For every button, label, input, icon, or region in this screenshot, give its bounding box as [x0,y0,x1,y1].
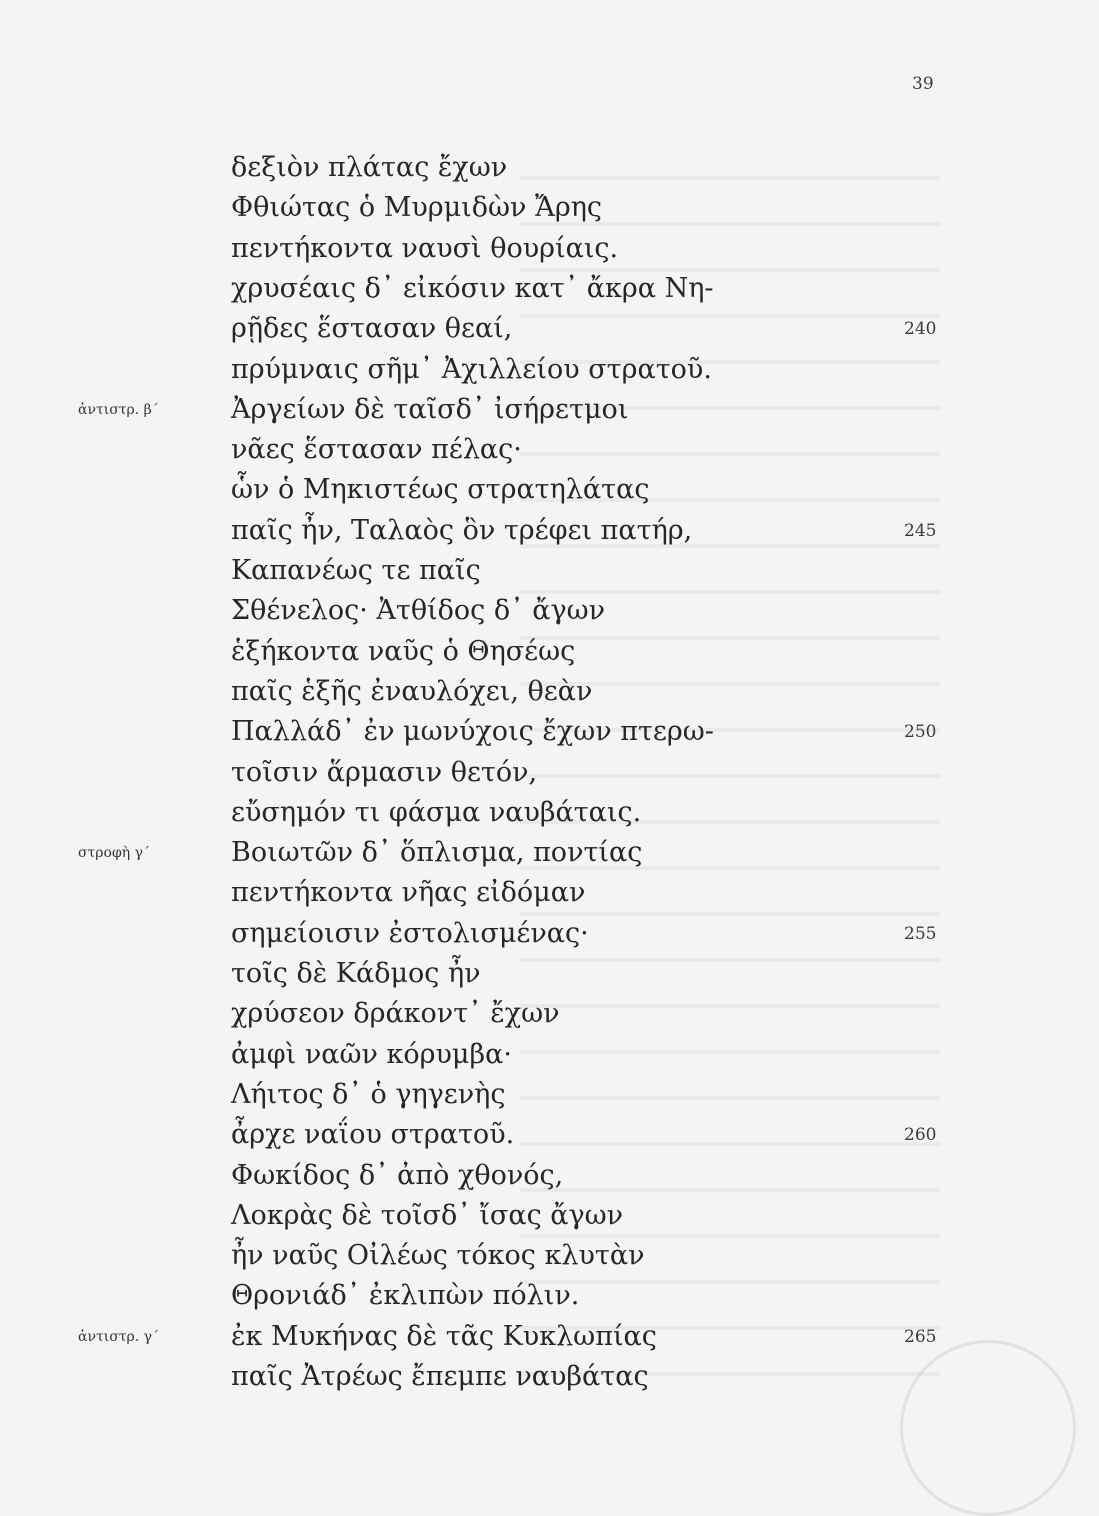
verse-text: πεντήκοντα νῆας εἰδόμαν [231,877,586,909]
verse-line [0,513,1099,553]
verse-text: Ἀργείων δὲ ταῖσδ᾽ ἰσήρετμοι [231,393,629,425]
strophe-marker: ἀντιστρ. γ´ [78,1328,159,1345]
verse-text: ἦν ναῦς Οἰλέως τόκος κλυτὰν [231,1240,645,1272]
verse-text: ρῇδες ἕστασαν θεαί, [231,313,513,345]
verse-line [0,392,1099,432]
verse-line [0,593,1099,633]
verse-line [0,231,1099,271]
strophe-marker: ἀντιστρ. β´ [78,401,159,418]
verse-line [0,996,1099,1036]
verse-text: νᾶες ἕστασαν πέλας· [231,434,522,466]
verse-text: χρύσεον δράκοντ᾽ ἔχων [231,998,560,1030]
verse-text: Σθένελος· Ἀτθίδος δ᾽ ἄγων [231,595,606,627]
verse-line [0,432,1099,472]
line-number: 265 [904,1326,937,1347]
verse-line [0,875,1099,915]
verse-line [0,1158,1099,1198]
verse-text: παῖς Ἀτρέως ἔπεμπε ναυβάτας [231,1361,649,1392]
verse-text: Λήιτος δ᾽ ὁ γηγενὴς [231,1078,506,1110]
verse-text: Καπανέως τε παῖς [231,555,481,586]
verse-text: πρύμναις σῆμ᾽ Ἀχιλλείου στρατοῦ. [231,353,712,385]
verse-text: Λοκρὰς δὲ τοῖσδ᾽ ἴσας ἄγων [231,1199,624,1231]
verse-text: ὧν ὁ Μηκιστέως στρατηλάτας [231,474,650,506]
verse-text: πεντήκοντα ναυσὶ θουρίαις. [231,232,619,264]
verse-line [0,1359,1099,1399]
verse-line [0,1037,1099,1077]
verse-line [0,271,1099,311]
verse-text: χρυσέαις δ᾽ εἰκόσιν κατ᾽ ἄκρα Νη- [231,272,714,304]
verse-text: Φωκίδος δ᾽ ἀπὸ χθονός, [231,1159,564,1191]
verse-line [0,755,1099,795]
verse-line [0,553,1099,593]
verse-text: τοῖς δὲ Κάδμος ἦν [231,958,481,989]
line-number: 255 [904,923,937,944]
verse-line [0,916,1099,956]
verse-text: σημείοισιν ἐστολισμένας· [231,917,589,949]
verse-line [0,674,1099,714]
verse-line [0,634,1099,674]
verse-text: ἆρχε ναΐου στρατοῦ. [231,1119,515,1151]
verse-text: ἐκ Μυκήνας δὲ τᾶς Κυκλωπίας [231,1320,657,1352]
verse-line [0,150,1099,190]
verse-line [0,472,1099,512]
verse-text: Φθιώτας ὁ Μυρμιδὼν Ἄρης [231,192,603,224]
verse-line [0,714,1099,754]
verse-line [0,835,1099,875]
verse-line [0,1117,1099,1157]
verse-line [0,1278,1099,1318]
line-number: 240 [904,319,937,340]
verse-line [0,1319,1099,1359]
verse-line [0,1238,1099,1278]
verse-line [0,956,1099,996]
verse-line [0,352,1099,392]
verse-text: Βοιωτῶν δ᾽ ὅπλισμα, ποντίας [231,837,643,869]
verse-text: ἑξήκοντα ναῦς ὁ Θησέως [231,635,576,667]
page-number: 39 [912,74,934,94]
verse-line [0,311,1099,351]
verse-text: τοῖσιν ἅρμασιν θετόν, [231,756,538,788]
line-number: 250 [904,722,937,743]
verse-text: παῖς ἑξῆς ἐναυλόχει, θεὰν [231,675,593,707]
verse-text: εὔσημόν τι φάσμα ναυβάταις. [231,796,642,828]
line-number: 245 [904,520,937,541]
verse-line [0,795,1099,835]
verse-text: παῖς ἦν, Ταλαὸς ὃν τρέφει πατήρ, [231,514,693,546]
verse-line [0,190,1099,230]
verse-text: δεξιὸν πλάτας ἔχων [231,152,508,183]
line-number: 260 [904,1125,937,1146]
verse-text: ἀμφὶ ναῶν κόρυμβα· [231,1038,512,1070]
verse-line [0,1198,1099,1238]
verse-line [0,1077,1099,1117]
verse-text: Παλλάδ᾽ ἐν μωνύχοις ἔχων πτερω- [231,716,714,748]
strophe-marker: στροφὴ γ´ [78,845,150,862]
verse-text: Θρονιάδ᾽ ἐκλιπὼν πόλιν. [231,1280,580,1312]
